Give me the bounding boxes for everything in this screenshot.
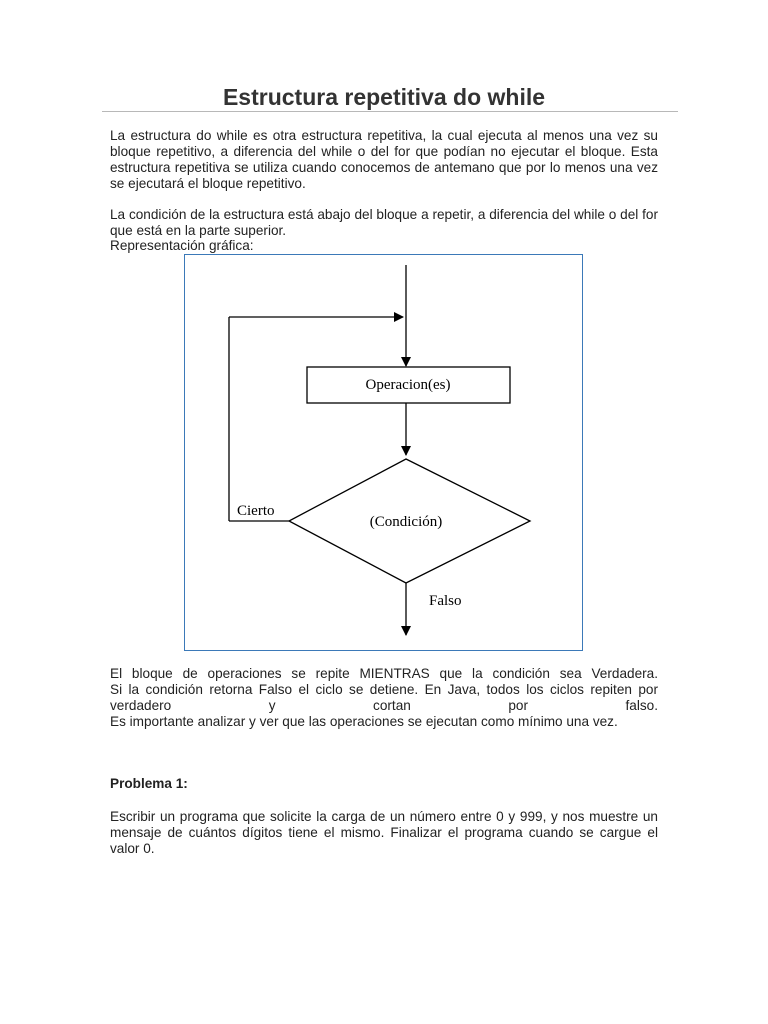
- flowchart-svg: [185, 255, 582, 650]
- page-title: Estructura repetitiva do while: [222, 84, 546, 110]
- problem-heading: Problema 1:: [110, 776, 188, 791]
- explanation-line: El bloque de operaciones se repite MIENTRAS que la condición sea Verdadera.: [110, 666, 658, 681]
- intro-paragraph: La estructura do while es otra estructura repetitiva, la cual ejecuta al menos una vez su bloque repetitivo, a diferencia del while o del for que podían no ejecutar el bloque. Esta estructura repetitiva se utiliza cuando conocemos de antemano que por lo menos una vez se ejecutará el bloque repetitivo.: [110, 128, 658, 191]
- false-label: Falso: [429, 593, 462, 609]
- do-while-flowchart: [184, 254, 583, 651]
- explanation-line: Si la condición retorna Falso el ciclo se detiene. En Java, todos los ciclos repiten por: [110, 682, 658, 697]
- explanation-line: Es importante analizar y ver que las operaciones se ejecutan como mínimo una vez.: [110, 714, 618, 729]
- operation-label: Operacion(es): [365, 377, 451, 393]
- true-label: Cierto: [237, 503, 275, 519]
- representation-label: Representación gráfica:: [110, 238, 254, 253]
- explanation-block: [110, 666, 658, 730]
- title-divider: [102, 111, 678, 112]
- explanation-line: verdadero y cortan por falso.: [110, 698, 658, 713]
- condition-label: (Condición): [369, 514, 443, 530]
- condition-paragraph: La condición de la estructura está abajo del bloque a repetir, a diferencia del while o del for que está en la parte superior.: [110, 207, 658, 238]
- problem-text: Escribir un programa que solicite la carga de un número entre 0 y 999, y nos muestre un mensaje de cuántos dígitos tiene el mismo. Finalizar el programa cuando se cargue el valor 0.: [110, 809, 658, 856]
